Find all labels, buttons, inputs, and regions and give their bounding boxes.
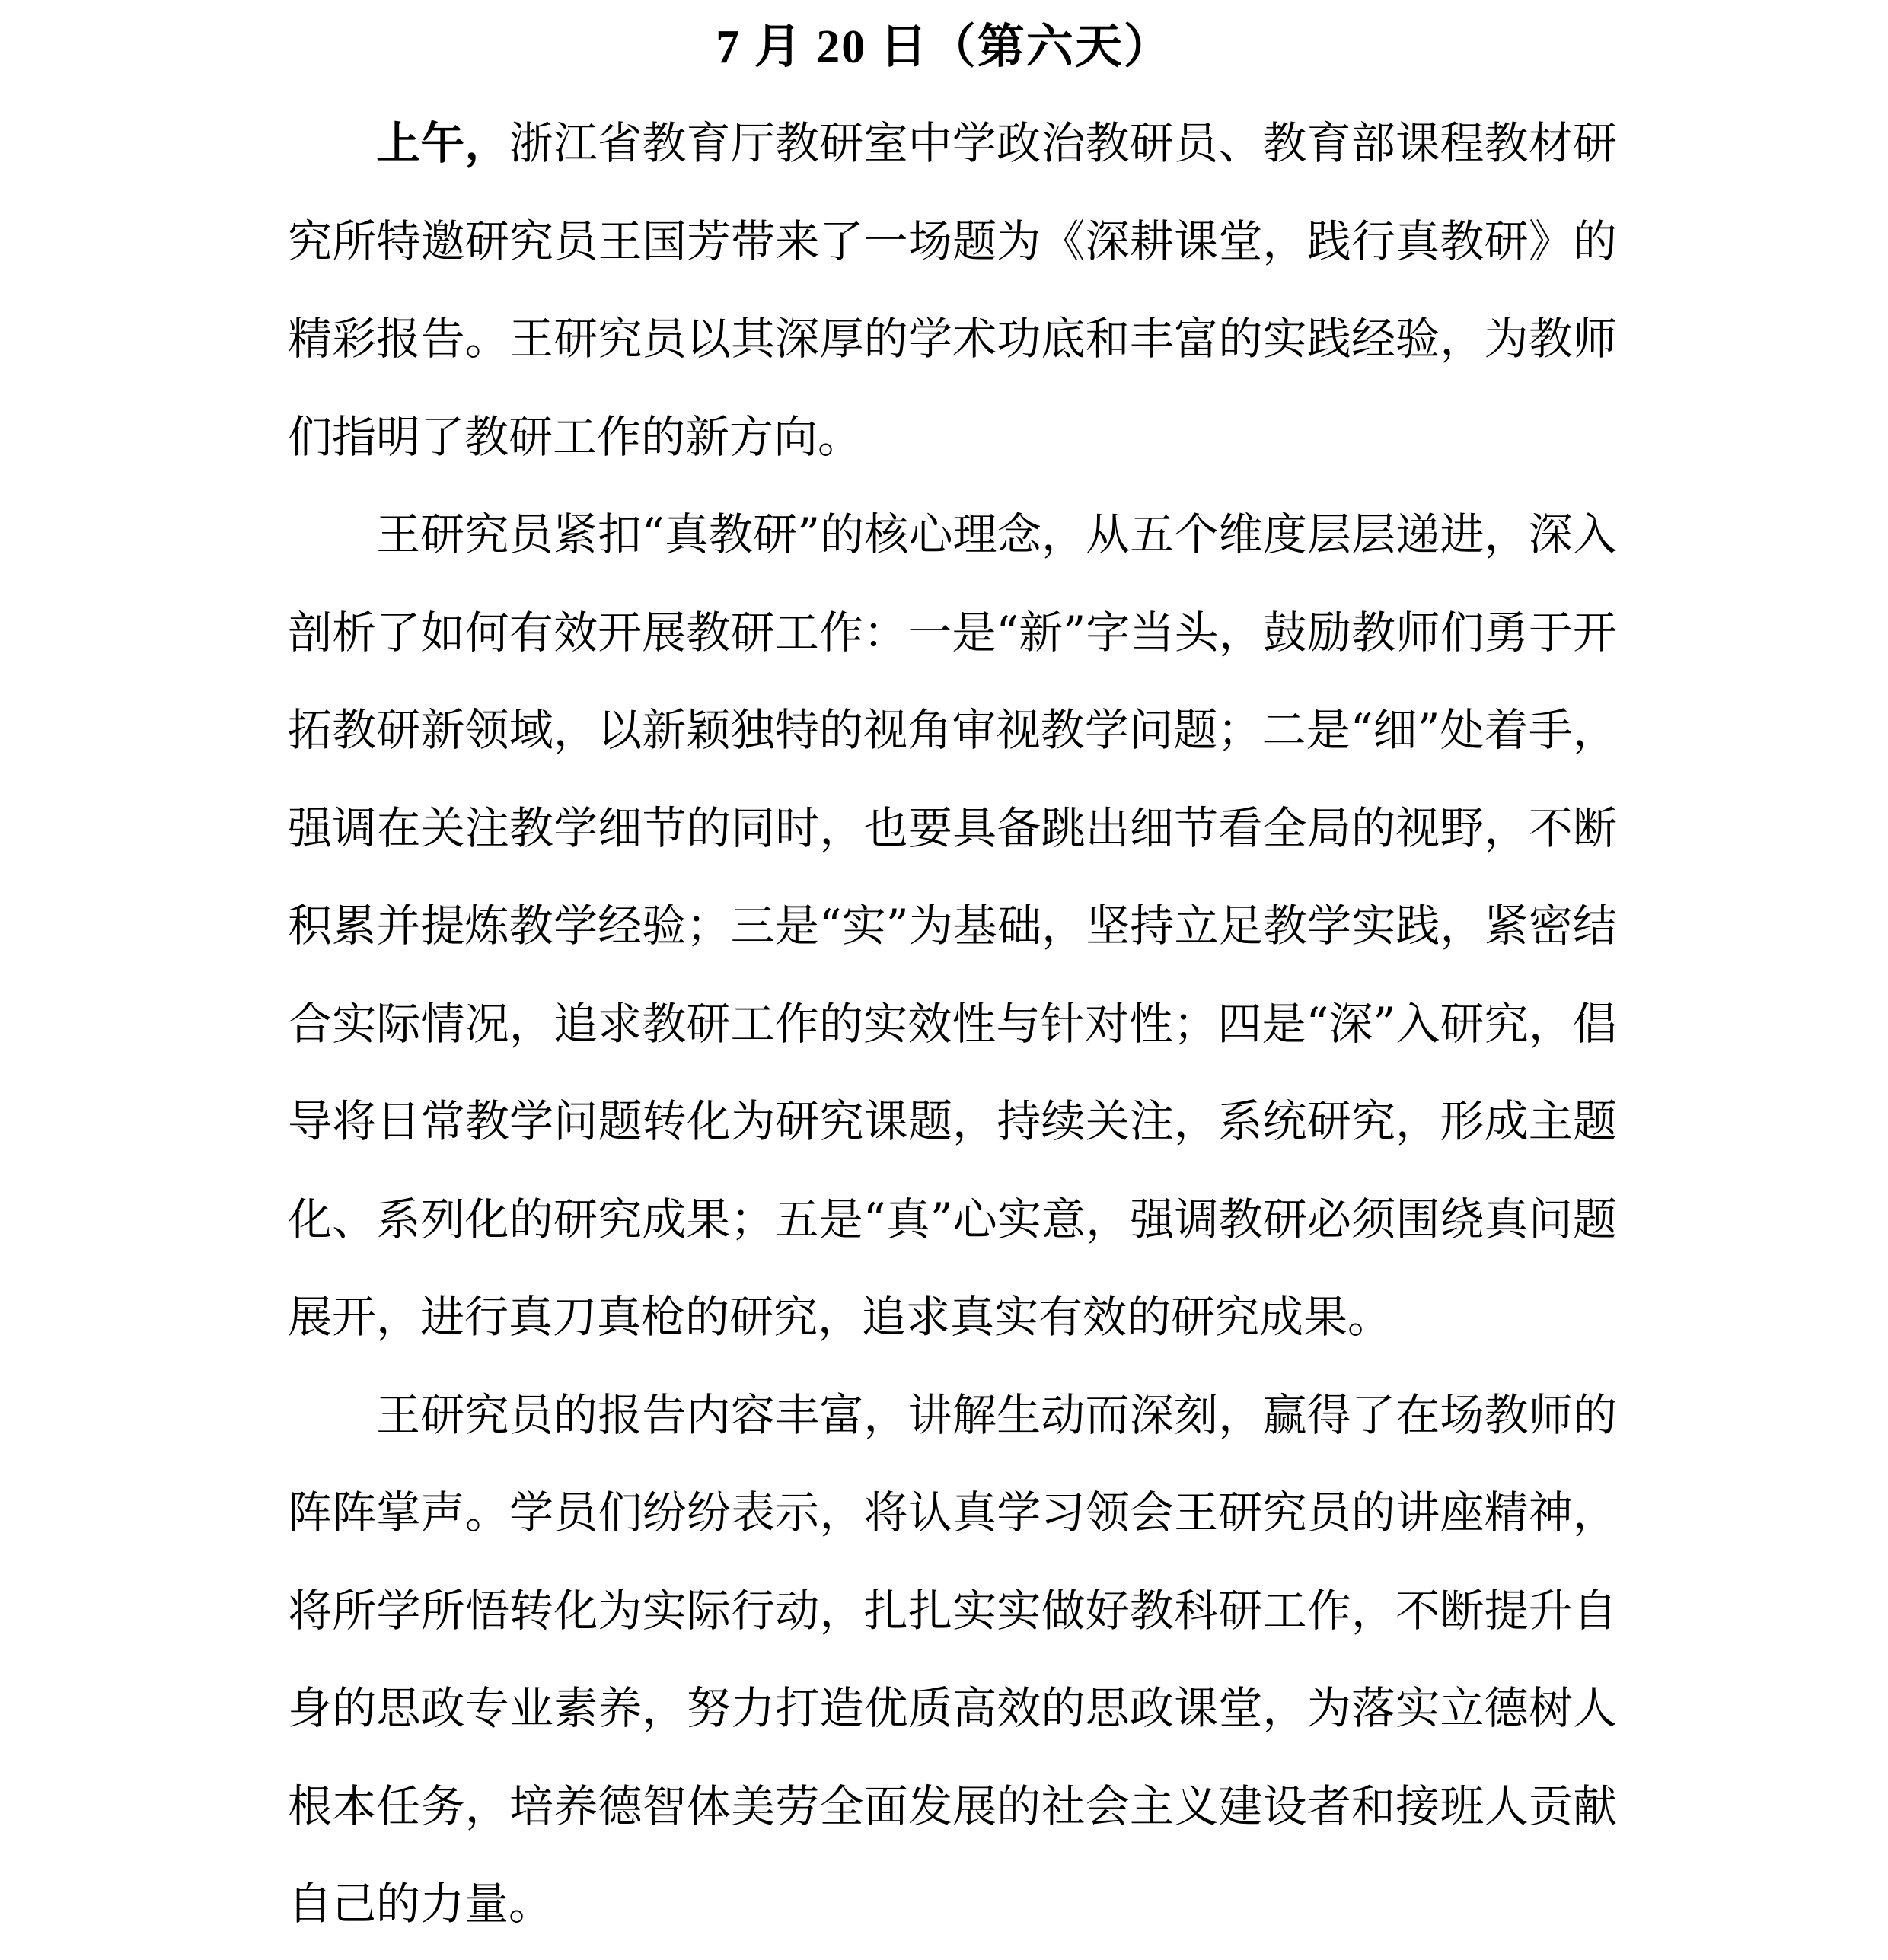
paragraph-1	[288, 94, 1617, 486]
paragraph-2	[288, 486, 1617, 1366]
document-body	[288, 94, 1617, 1953]
paragraph-3-text: 王研究员的报告内容丰富，讲解生动而深刻，赢得了在场教师的阵阵掌声。学员们纷纷表示，将认真学习领会王研究员的讲座精神，将所学所悟转化为实际行动，扎扎实实做好教科研工作，不断提升自身的思政专业素养，努力打造优质高效的思政课堂，为落实立德树人根本任务，培养德智体美劳全面发展的社会主义建设者和接班人贡献自己的力量。	[288, 1388, 1617, 1930]
paragraph-1-text: 浙江省教育厅教研室中学政治教研员、教育部课程教材研究所特邀研究员王国芳带来了一场题为《深耕课堂，践行真教研》的精彩报告。王研究员以其深厚的学术功底和丰富的实践经验，为教师们指明了教研工作的新方向。	[288, 117, 1617, 463]
document-title: 7 月 20 日（第六天）	[716, 21, 1172, 73]
paragraph-2-text: 王研究员紧扣“真教研”的核心理念，从五个维度层层递进，深入剖析了如何有效开展教研工作：一是“新”字当头，鼓励教师们勇于开拓教研新领域，以新颖独特的视角审视教学问题；二是“细”处着手，强调在关注教学细节的同时，也要具备跳出细节看全局的视野，不断积累并提炼教学经验；三是“实”为基础，坚持立足教学实践，紧密结合实际情况，追求教研工作的实效性与针对性；四是“深”入研究，倡导将日常教学问题转化为研究课题，持续关注，系统研究，形成主题化、系列化的研究成果；五是“真”心实意，强调教研必须围绕真问题展开，进行真刀真枪的研究，追求真实有效的研究成果。	[288, 508, 1617, 1343]
paragraph-1-lead: 上午，	[376, 117, 509, 169]
paragraph-3	[288, 1366, 1617, 1953]
